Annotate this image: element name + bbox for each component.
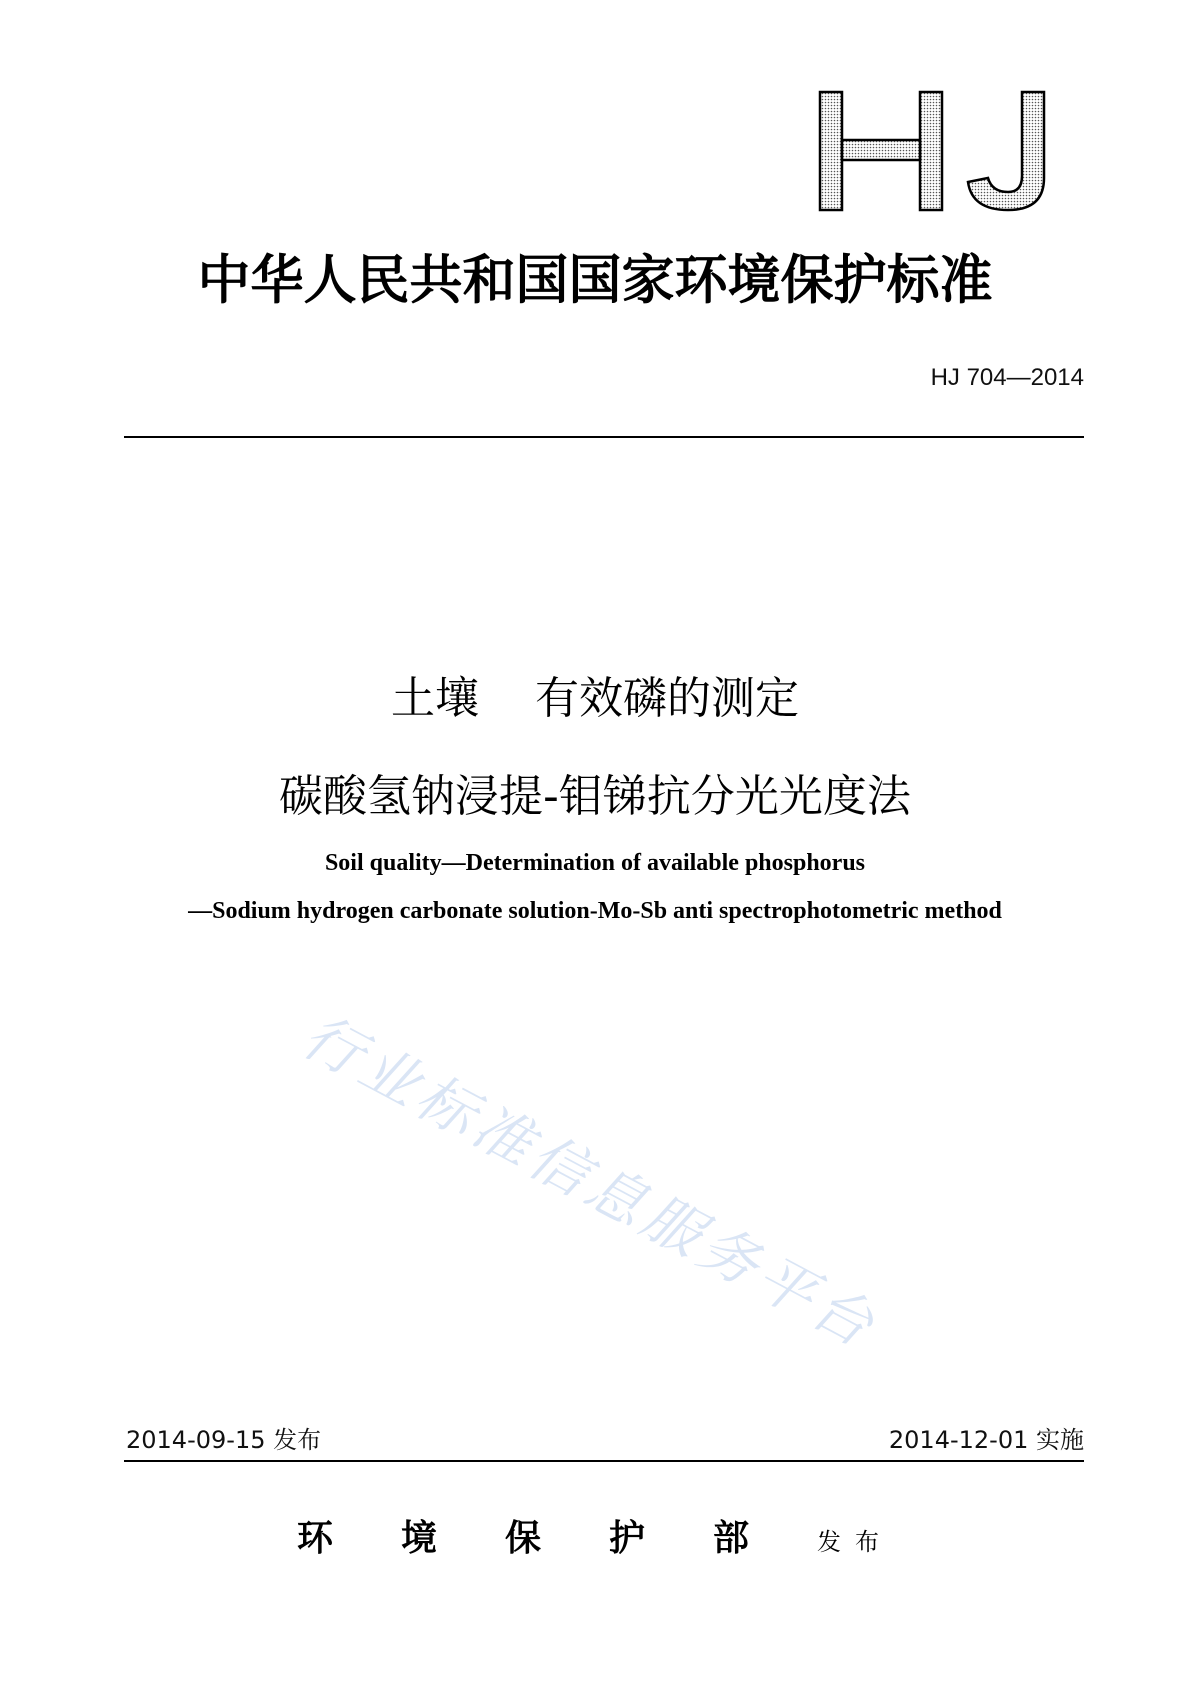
title-cn-subject: 土壤 xyxy=(391,673,479,724)
top-divider xyxy=(124,436,1084,438)
title-cn-line1 xyxy=(0,662,1190,726)
title-cn-line2: 碳酸氢钠浸提-钼锑抗分光光度法 xyxy=(279,771,911,822)
title-en-line2: —Sodium hydrogen carbonate solution-Mo-Sb anti spectrophotometric method xyxy=(188,898,1002,924)
hj-logo xyxy=(812,86,1062,216)
issuer-suffix: 发布 xyxy=(817,1528,893,1556)
title-en-line1: Soil quality—Determination of available phosphorus xyxy=(324,850,866,876)
standard-number: HJ 704—2014 xyxy=(930,364,1084,391)
implement-date: 2014-12-01 实施 xyxy=(888,1426,1084,1454)
publish-date: 2014-09-15 发布 xyxy=(126,1426,322,1454)
hj-logo-graphic xyxy=(812,86,1062,216)
bottom-divider xyxy=(124,1460,1084,1462)
issuer-name: 环境保护部 xyxy=(296,1517,817,1559)
issuer xyxy=(0,1510,1190,1561)
title-cn-topic: 有效磷的测定 xyxy=(535,673,799,724)
org-title: 中华人民共和国国家环境保护标准 xyxy=(197,249,993,311)
watermark-text: 行业标准信息服务平台 xyxy=(291,1001,889,1362)
